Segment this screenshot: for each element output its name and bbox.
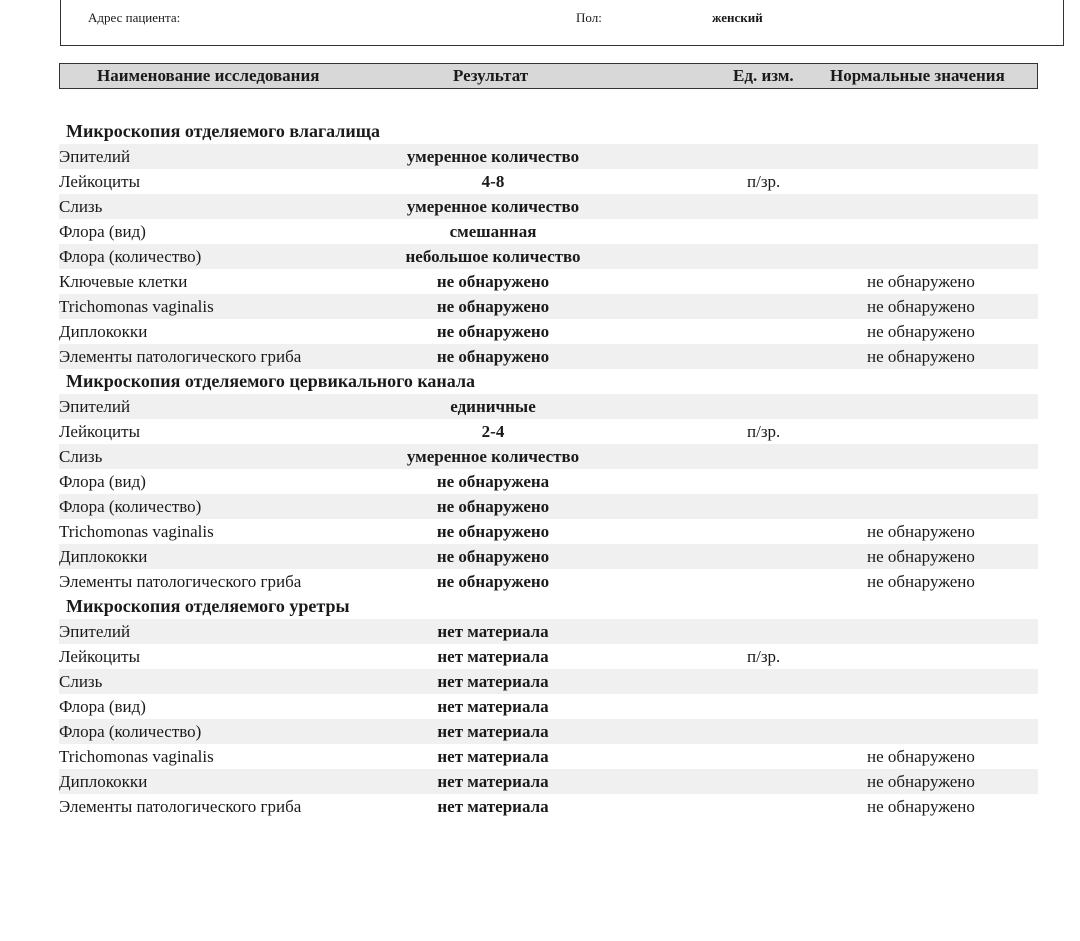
result-cell: 4-8 (481, 172, 505, 191)
test-name-cell: Флора (вид) (59, 472, 146, 491)
test-name-cell: Лейкоциты (59, 422, 140, 441)
result-cell: не обнаружено (436, 572, 550, 591)
result-cell: нет материала (437, 697, 549, 716)
test-name-cell: Элементы патологического гриба (59, 797, 302, 816)
test-name-cell: Лейкоциты (59, 647, 140, 666)
result-cell: не обнаружено (436, 297, 550, 316)
test-name-cell: Лейкоциты (59, 172, 140, 191)
test-name-cell: Эпителий (59, 397, 131, 416)
table-row (59, 794, 1038, 819)
test-name-cell: Диплококки (59, 322, 148, 341)
table-row (59, 419, 1038, 444)
normal-value-cell: не обнаружено (867, 522, 975, 541)
test-name-cell: Слизь (59, 672, 103, 691)
result-cell: не обнаружено (436, 322, 550, 341)
result-cell: не обнаружено (436, 347, 550, 366)
unit-cell: п/зр. (747, 647, 781, 666)
result-cell: нет материала (437, 622, 549, 641)
table-row (59, 544, 1038, 569)
normal-value-cell: не обнаружено (867, 797, 975, 816)
result-cell: умеренное количество (406, 197, 580, 216)
table-row (59, 769, 1038, 794)
normal-value-cell: не обнаружено (867, 272, 975, 291)
header-unit: Ед. изм. (733, 66, 794, 85)
table-row (59, 744, 1038, 769)
table-row (59, 519, 1038, 544)
result-cell: нет материала (437, 772, 549, 791)
header-normal-values: Нормальные значения (830, 66, 1005, 85)
test-name-cell: Слизь (59, 447, 103, 466)
section-title: Микроскопия отделяемого влагалища (66, 121, 380, 141)
table-row (59, 394, 1038, 419)
table-row (59, 444, 1038, 469)
test-name-cell: Флора (количество) (59, 497, 202, 516)
test-name-cell: Диплококки (59, 547, 148, 566)
result-cell: умеренное количество (406, 147, 580, 166)
results-table-header (59, 63, 1038, 89)
table-row (59, 694, 1038, 719)
test-name-cell: Ключевые клетки (59, 272, 188, 291)
table-row (59, 619, 1038, 644)
patient-info-box (60, 0, 1064, 46)
test-name-cell: Эпителий (59, 147, 131, 166)
table-row (59, 294, 1038, 319)
result-cell: не обнаружено (436, 547, 550, 566)
test-name-cell: Флора (количество) (59, 247, 202, 266)
normal-value-cell: не обнаружено (867, 747, 975, 766)
table-row (59, 719, 1038, 744)
header-result: Результат (453, 66, 529, 85)
test-name-cell: Флора (вид) (59, 222, 146, 241)
table-row (59, 169, 1038, 194)
normal-value-cell: не обнаружено (867, 547, 975, 566)
result-cell: смешанная (449, 222, 537, 241)
result-cell: единичные (450, 397, 536, 416)
table-row (59, 644, 1038, 669)
result-cell: умеренное количество (406, 447, 580, 466)
table-row (59, 244, 1038, 269)
test-name-cell: Эпителий (59, 622, 131, 641)
table-row (59, 669, 1038, 694)
result-cell: не обнаружена (436, 472, 550, 491)
test-name-cell: Trichomonas vaginalis (59, 522, 214, 541)
normal-value-cell: не обнаружено (867, 572, 975, 591)
normal-value-cell: не обнаружено (867, 347, 975, 366)
test-name-cell: Trichomonas vaginalis (59, 297, 214, 316)
test-name-cell: Элементы патологического гриба (59, 572, 302, 591)
test-name-cell: Слизь (59, 197, 103, 216)
result-cell: не обнаружено (436, 522, 550, 541)
table-row (59, 344, 1038, 369)
result-cell: 2-4 (481, 422, 505, 441)
table-row (59, 494, 1038, 519)
result-cell: не обнаружено (436, 497, 550, 516)
result-cell: не обнаружено (436, 272, 550, 291)
section-title: Микроскопия отделяемого уретры (66, 596, 350, 616)
table-row (59, 269, 1038, 294)
patient-sex-value: женский (712, 10, 763, 25)
unit-cell: п/зр. (747, 172, 781, 191)
patient-address-label: Адрес пациента: (88, 10, 181, 25)
table-row (59, 469, 1038, 494)
result-cell: нет материала (437, 747, 549, 766)
section-title: Микроскопия отделяемого цервикального канала (66, 371, 476, 391)
result-cell: нет материала (437, 672, 549, 691)
result-cell: нет материала (437, 647, 549, 666)
results-table-body (59, 119, 1038, 819)
patient-sex-label: Пол: (576, 10, 602, 25)
normal-value-cell: не обнаружено (867, 322, 975, 341)
test-name-cell: Элементы патологического гриба (59, 347, 302, 366)
table-row (59, 144, 1038, 169)
result-cell: нет материала (437, 797, 549, 816)
table-row (59, 569, 1038, 594)
header-test-name: Наименование исследования (97, 66, 320, 85)
normal-value-cell: не обнаружено (867, 297, 975, 316)
table-row (59, 219, 1038, 244)
normal-value-cell: не обнаружено (867, 772, 975, 791)
table-row (59, 319, 1038, 344)
test-name-cell: Диплококки (59, 772, 148, 791)
table-row (59, 194, 1038, 219)
unit-cell: п/зр. (747, 422, 781, 441)
test-name-cell: Флора (количество) (59, 722, 202, 741)
result-cell: нет материала (437, 722, 549, 741)
test-name-cell: Флора (вид) (59, 697, 146, 716)
test-name-cell: Trichomonas vaginalis (59, 747, 214, 766)
result-cell: небольшое количество (405, 247, 581, 266)
